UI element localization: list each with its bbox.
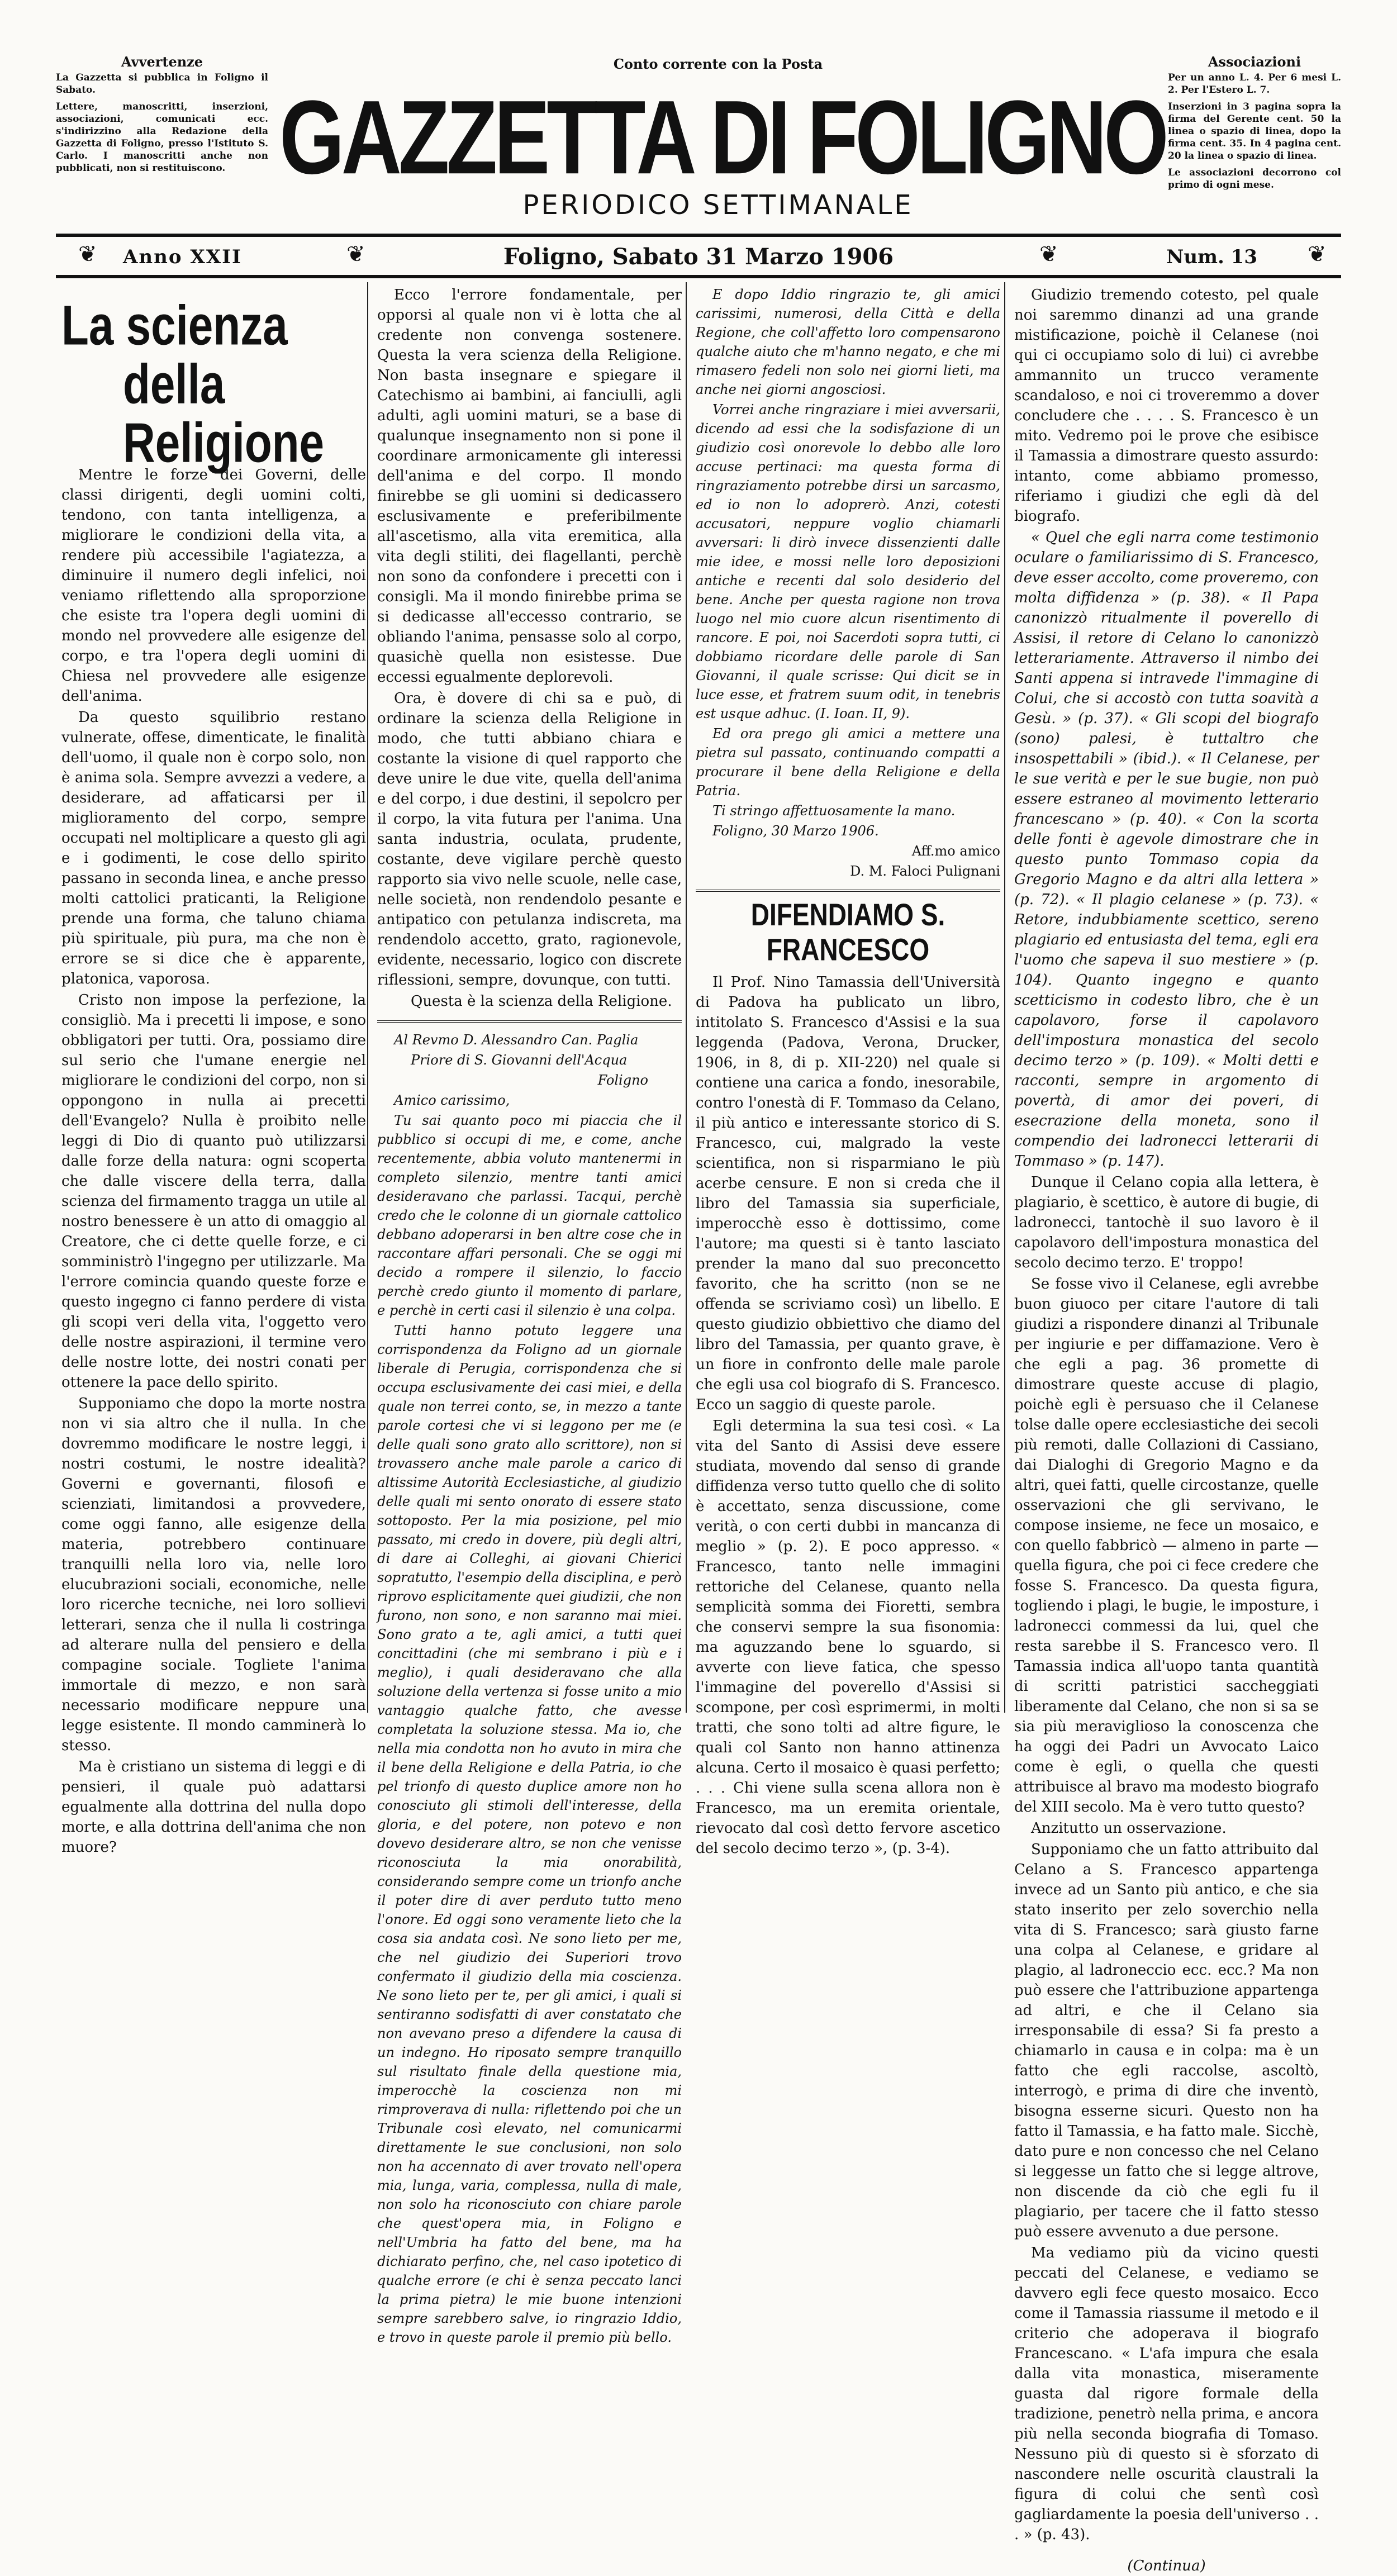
letter-paragraph: Vorrei anche ringraziare i miei avversarii, dicendo ad essi che la sodisfazione di un giudizio così onorevole lo debbo alle loro accuse pertinaci: ma questa forma di ringraziamento potrebbe dirsi un sarcasmo, ed io non lo adoprerò. Anzi, cotesti accusatori, neppure voglio chiamarli avversari: li dirò invece dissenzienti dalle mie idee, e mossi nelle loro deposizioni antiche e recenti dal solo desiderio del bene. Anche per questa ragione non trova luogo nel mio cuore alcun risentimento di rancore. E poi, noi Sacerdoti sopra tutti, ci dobbiamo ricordare delle parole di San Giovanni, il quale scrisse: Qui dicit se in luce esse, et fratrem suum odit, in tenebris est usque adhuc. (I. Ioan. II, 9).	[696, 402, 1000, 721]
article-paragraph: Anzitutto un osservazione.	[1031, 1820, 1227, 1837]
masthead	[56, 56, 1341, 229]
subscriptions-text: Per un anno L. 4. Per 6 mesi L. 2. Per l'Estero L. 7.	[1168, 72, 1341, 96]
article-paragraph: Dunque il Celano copia alla lettera, è plagiario, è scettico, è autore di bugie, di ladronecci, tantochè il suo lavoro è il capolavoro dell'impostura monastica del secolo decimo terzo. E' troppo!	[1014, 1174, 1319, 1271]
headline-line-2: della Religione	[123, 353, 325, 474]
newspaper-subtitle: PERIODICO SETTIMANALE	[522, 189, 914, 221]
letter-paragraph: Tu sai quanto poco mi piaccia che il pubblico si occupi di me, e come, anche recentemente, abbia voluto mantenermi in completo silenzio, mentre tanti amici desideravano che parlassi. Tacqui, perchè credo che le colonne di un giornale cattolico debbano adoperarsi in ben altre cose che in raccontare affari personali. Che se oggi mi decido a rompere il silenzio, lo faccio perchè credo giunto il momento di parlare, e perchè in certi casi il silenzio è una colpa.	[377, 1113, 682, 1318]
letter-paragraph: E dopo Iddio ringrazio te, gli amici carissimi, numerosi, della Città e della Regione, che coll'affetto loro compensarono qualche aiuto che m'hanno negato, e che mi rimasero fedeli non solo nei giorni lieti, ma anche nei giorni angosciosi.	[696, 287, 1000, 397]
year-label: Anno XXII	[123, 246, 242, 268]
postal-note: Conto corrente con la Posta	[613, 56, 823, 72]
fleuron-icon: ❦	[1308, 241, 1327, 267]
column-2	[377, 285, 682, 2345]
headline-line-1: La scienza	[61, 294, 288, 357]
subscriptions-text: Le associazioni decorrono col primo di ogni mese.	[1168, 167, 1341, 191]
article-paragraph: Ma vediamo più da vicino questi peccati del Celanese, e vediamo se davvero egli fece questo mosaico. Ecco come il Tamassia riassume il metodo e il criterio che adoperava il biografo Francescano. « L'afa impura che esala dalla vita monastica, miseramente guasta dal rigore formale della tradizione, penetrò nella prima, e ancora più nella seconda biografia di Tomaso. Nessuno più di questo si è sforzato di nascondere nelle oscurità claustrali la figura di colui che sentì così gagliardamente la poesia dell'universo . . . » (p. 43).	[1014, 2245, 1319, 2543]
letter-paragraph: Tutti hanno potuto leggere una corrispondenza da Foligno ad un giornale liberale di Perugia, corrispondenza che si occupa esclusivamente dei casi miei, e della quale non terrei conto, se, in mezzo a tante parole cortesi che vi si leggono per me (e delle quali sono grato allo scrittore), non si trovassero anche male parole a carico di altissime Autorità Ecclesiastiche, al giudizio delle quali mi sento onorato di essere stato sottoposto. Per la mia posizione, pel mio passato, mi credo in dovere, più degli altri, di dare ai Colleghi, ai giovani Chierici sopratutto, l'esempio della disciplina, e però riprovo esplicitamente quei giudizii, che non furono, non sono, e non saranno mai miei. Sono grato a te, agli amici, a tutti quei concittadini (che mi sembrano i più e i meglio), i quali desideravano che alla soluzione della vertenza si fosse unito a mio vantaggio qualche fatto, che avesse completata la soluzione stessa. Ma io, che nella mia condotta non ho avuto in mira che il bene della Religione e della Patria, io che pel trionfo di questo duplice amore non ho conosciuto gli stimoli dell'interesse, della gloria, e del potere, non potevo e non dovevo desiderare altro, se non che venisse riconosciuta la mia onorabilità, considerando sempre come un trionfo anche il poter dire di aver perduto tutto meno l'onore. Ed oggi sono veramente lieto che la cosa sia andata così. Ne sono lieto per me, che nel giudizio dei Superiori trovo confermato il giudizio della mia coscienza. Ne sono lieto per te, per gli amici, i quali si sentiranno sodisfatti di aver constatato che non avevano preso a difendere la causa di un indegno. Ho riposato sempre tranquillo sul risultato finale della questione mia, imperocchè la coscienza non mi rimproverava di nulla: riflettendo poi che un Tribunale così elevato, nel comunicarmi direttamente le sue conclusioni, non solo non ha accennato di aver trovato nell'opera mia, lunga, varia, complessa, nulla di male, non solo ha riconosciuto con chiare parole che quest'opera mia, in Foligno e nell'Umbria ha fatto del bene, ma ha dichiarato perfino, che, nel caso ipotetico di qualche errore (e chi è senza peccato lanci la prima pietra) le mie buone intenzioni sempre sarebbero salve, io ringrazio Iddio, e trovo in queste parole il premio più bello.	[377, 1323, 682, 2345]
notices-text: Lettere, manoscritti, inserzioni, associazioni, comunicati ecc. s'indirizzino alla Redazione della Gazzetta di Foligno, presso l'Istituto S. Carlo. I manoscritti anche non pubblicati, non si restituiscono.	[56, 101, 268, 174]
letter-salutation: Amico carissimo,	[394, 1092, 510, 1108]
article-paragraph: « Quel che egli narra come testimonio oculare o familiarissimo di S. Francesco, deve esser accolto, come proveremo, con molta diffidenza » (p. 38). « Il Papa canonizzò ritualmente il poverello di Assisi, il retore di Celano lo canonizzò letterariamente. Attraverso il nimbo dei Santi appena si intravede l'immagine di Colui, che si accostò con tutta soavità a Gesù. » (p. 37). « Gli scopi del biografo (sono) palesi, è tuttaltro che insospettabili » (ibid.). « Il Celanese, per le sue verità e per le sue bugie, non può essere estraneo al movimento letterario francescano » (p. 40). « Con la scorta delle fonti è agevole dimostrare che in questo punto Tommaso copia da Gregorio Magno e da altri alla lettera » (p. 72). « Il plagio celanese » (p. 73). « Retore, indubbiamente scettico, sereno plagiario ed entusiasta del tema, egli era l'uomo che sapeva il suo mestiere » (p. 104). Quanto ingegno e quanto scetticismo in codesto libro, che è un capolavoro, forse il capolavoro dell'impostura monastica del secolo decimo terzo » (p. 109). « Molti detti e racconti, sempre in argomento di povertà, di amor dei poveri, di esecrazione della moneta, sono il compendio dei ladronecci letterarii di Tommaso » (p. 147).	[1014, 529, 1319, 1170]
divider	[56, 234, 1341, 237]
subscriptions-heading: Associazioni	[1208, 54, 1301, 70]
article-paragraph: Mentre le forze dei Governi, delle classi dirigenti, degli uomini colti, tendono, con tanta intelligenza, a migliorare le condizioni della vita, a rendere più accessibile l'agiatezza, a diminuire il numero degli infelici, noi veniamo riflettendo alla sproporzione che esiste tra l'opera degli uomini di mondo nel provvedere alle esigenze del corpo, e tra l'opera degli uomini di Chiesa nel provvedere alle esigenze dell'anima.	[61, 467, 366, 705]
letter-paragraph: Ti stringo affettuosamente la mano.	[712, 803, 956, 819]
issue-date: Foligno, Sabato 31 Marzo 1906	[503, 244, 894, 270]
letter-address: Priore di S. Giovanni dell'Acqua	[411, 1052, 628, 1068]
article-paragraph: Cristo non impose la perfezione, la consigliò. Ma i precetti li impose, e sono obbligatori per tutti. Ora, possiamo dire sul serio che l'umane energie nel migliorare le condizioni del corpo, non si oppongono in nulla ai precetti dell'Evangelo? Nulla è proibito nelle leggi di Dio di quanto può utilizzarsi dalle forze della natura: ogni scoperta che dalle viscere della terra, dalla scienza del firmamento tragga un utile al nostro benessere è un atto di omaggio al Creatore, che ci dette quelle forze, e ci somministrò l'ingegno per utilizzarle. Ma l'errore comincia quando queste forze e questo ingegno ci fanno perdere di vista gli scopi veri della vita, l'oggetto vero delle nostre aspirazioni, il termine vero delle nostre lotte, dei nostri conati per ottenere la pace dello spirito.	[61, 992, 366, 1391]
article-paragraph: Ma è cristiano un sistema di leggi e di pensieri, il quale può adattarsi egualmente alla dottrina del nulla dopo morte, e alla dottrina dell'anima che non muore?	[61, 1758, 366, 1856]
notices-text: La Gazzetta si pubblica in Foligno il Sabato.	[56, 72, 268, 96]
column-1	[61, 285, 366, 1859]
dateline	[56, 240, 1341, 274]
fleuron-icon: ❦	[1039, 241, 1058, 267]
article-paragraph: Egli determina la sua tesi così. « La vita del Santo di Assisi deve essere studiata, movendo dal senso di grande diffidenza verso tutto quello che di solito è accettato, senza discussione, come verità, o con certi dubbi in mancanza di meglio » (p. 2). E poco appresso. « Francesco, tanto nelle immagini rettoriche del Celanese, quanto nella semplicità somma dei Fioretti, sembra che conservi sempre la sua fisonomia: ma aguzzando bene lo sguardo, si avverte con lieve fatica, che spesso l'immagine del poverello d'Assisi si scompone, per così esprimermi, in molti tratti, che sono tolti ad altre figure, le quali col Santo non hanno attinenza alcuna. Certo il mosaico è quasi perfetto; . . . Chi viene sulla scena allora non è Francesco, ma un eremita orientale, rievocato dal così detto fervore ascetico del secolo decimo terzo », (p. 3-4).	[696, 1418, 1000, 1857]
article-paragraph: Questa è la scienza della Religione.	[411, 993, 672, 1010]
fleuron-icon: ❦	[78, 241, 97, 267]
letter-address: Al Revmo D. Alessandro Can. Paglia	[394, 1032, 639, 1048]
article-paragraph: Giudizio tremendo cotesto, pel quale noi saremmo dinanzi ad una grande mistificazione, poichè il Celanese (noi qui ci occupiamo solo di lui) ci avrebbe ammannito un trucco veramente scandaloso, e noi ci troveremmo a dover concludere che . . . . S. Francesco è un mito. Vedremo poi le prove che esibisce il Tamassia a dimostrare questo assurdo: intanto, come abbiamo promesso, riferiamo i giudizi che egli dà del biografo.	[1014, 287, 1319, 525]
article-paragraph: Il Prof. Nino Tamassia dell'Università di Padova ha publicato un libro, intitolato S. Francesco d'Assisi e la sua leggenda (Padova, Verona, Drucker, 1906, in 8, di p. XII-220) nel quale si contiene una carica a fondo, inesorabile, contro l'onestà di F. Tommaso da Celano, il più antico e interessante storico di S. Francesco, cui, malgrado la veste scientifica, non si risparmiano le più acerbe censure. E non si creda che il libro del Tamassia sia superficiale, imperocchè esso è dottissimo, come l'autore; ma questi si è tanto lasciato prender la mano dal suo preconcetto favorito, che ha scritto (non se ne offenda se scriviamo così) un libello. E questo giudizio obbiettivo che diamo del libro del Tamassia, per quanto grave, è un fiore in confronto delle male parole che egli usa col biografo di S. Francesco. Ecco un saggio di queste parole.	[696, 974, 1000, 1413]
issue-number: Num. 13	[1166, 246, 1257, 268]
article-paragraph: Se fosse vivo il Celanese, egli avrebbe buon giuoco per citare l'autore di tali giudizi a rispondere dinanzi al Tribunale per ingiurie e per diffamazione. Vero è che egli a pag. 36 promette di dimostrare queste accuse di plagio, poichè egli è persuaso che il Celanese tolse dalle opere ecclesiastiche dei secoli più remoti, dalle Collazioni di Cassiano, dai Dialoghi di Gregorio Magno e da altri, quei fatti, quelle circostanze, quelle osservazioni che gli servivano, le compose insieme, ne fece un mosaico, e con quello fabbricò — almeno in parte — quella figura, che poi ci fece credere che fosse S. Francesco. Da questa figura, togliendo i plagi, le bugie, le imposture, i ladronecci commessi da lui, quel che resta sarebbe il S. Francesco vero. Il Tamassia indica all'uopo tanta quantità di scritti patristici saccheggiati liberamente dal Celano, che non si sa se sia più meraviglioso la conoscenza che ha oggi dei Padri un Avvocato Laico come è egli, o quella che questi attribuisce al bravo ma modesto biografo del XIII secolo. Ma è vero tutto questo?	[1014, 1276, 1319, 1815]
column-rule	[686, 282, 687, 1713]
column-rule	[367, 282, 368, 1713]
open-letter-continued	[696, 285, 1000, 881]
open-letter	[377, 1020, 682, 2345]
title-block	[279, 56, 1166, 221]
column-3	[696, 285, 1000, 1857]
letter-address: Foligno	[597, 1072, 648, 1088]
article-paragraph: Ecco l'errore fondamentale, per opporsi al quale non vi è lotta che al credente non convenga sostenere. Questa la vera scienza della Religione. Non basta insegnare e spiegare il Catechismo ai bambini, ai fanciulli, agli adulti, agli uomini maturi, se a base di qualunque insegnamento non si pone il coordinare armonicamente gli interessi dell'anima e del corpo. Il mondo finirebbe se gli uomini si dedicassero esclusivamente e preferibilmente all'ascetismo, alla vita eremitica, alla vita degli stiliti, dei flagellanti, perchè non sono da confondere i precetti con i consigli. Ma il mondo finirebbe prima se si dedicasse all'eccesso contrario, se obliando l'anima, pensasse solo al corpo, quasichè quella non esistesse. Due eccessi egualmente deplorevoli.	[377, 287, 682, 686]
article-francesco	[696, 890, 1000, 1857]
column-4	[1014, 285, 1319, 2576]
letter-closing: Aff.mo amico	[911, 843, 1000, 859]
subscriptions-box	[1168, 56, 1341, 196]
letter-place-date: Foligno, 30 Marzo 1906.	[712, 823, 879, 839]
notices-heading: Avvertenze	[121, 54, 203, 70]
letter-paragraph: Ed ora prego gli amici a mettere una pietra sul passato, continuando compatti a procurare il bene della Religione e della Patria.	[696, 726, 1000, 799]
article-paragraph: Ora, è dovere di chi sa e può, di ordinare la scienza della Religione in modo, che tutti abbiano chiara e costante la visione di quel rapporto che deve unire le due vite, quella dell'anima e del corpo, i due destini, il sepolcro per il corpo, la vita futura per l'anima. Una santa industria, oculata, prudente, costante, deve vigilare perchè questo rapporto sia vivo nelle scuole, nelle case, nelle società, non rendendolo pesante e antipatico con petulanza indiscreta, ma rendendolo accetto, grato, ragionevole, evidente, necessario, logico con discrete riflessioni, sempre, dovunque, con tutti.	[377, 690, 682, 988]
subscriptions-text: Inserzioni in 3 pagina sopra la firma del Gerente cent. 50 la linea o spazio di linea, dopo la firma cent. 35. In 4 pagina cent. 20 la linea o spazio di linea.	[1168, 101, 1341, 161]
fleuron-icon: ❦	[346, 241, 365, 267]
newspaper-title: GAZZETTA DI FOLIGNO	[279, 78, 1166, 196]
article-paragraph: Da questo squilibrio restano vulnerate, offese, dimenticate, le finalità dell'uomo, il quale non è corpo solo, non è anima sola. Sempre avvezzi a vedere, a desiderare, ad affaticarsi per il miglioramento del corpo, sempre occupati nel moltiplicare a questo gli agi e i godimenti, le cose dello spirito passano in seconda linea, e anche presso molti cattolici praticanti, la Religione prende una forma, che taluno chiama più spirituale, più pura, ma che non è errore se si dice che è apparente, platonica, vaporosa.	[61, 709, 366, 987]
column-rule	[1004, 282, 1005, 1713]
article-headline	[61, 296, 366, 472]
divider	[56, 275, 1341, 278]
article-paragraph: Supponiamo che dopo la morte nostra non vi sia altro che il nulla. In che dovremmo modificare le nostre leggi, i nostri costumi, le nostre idealità? Governi e governanti, filosofi e scienziati, limitandosi a provvedere, come oggi fanno, alle esigenze della materia, potrebbero continuare tranquilli nella loro via, nelle loro elucubrazioni sociali, economiche, nelle loro ricerche tecniche, nei loro sollievi letterari, senza che il nulla li costringa ad alterare nulla del pensiero e della compagine sociale. Togliete l'anima immortale di mezzo, e non sarà necessario modificare neppure una legge esistente. Il mondo camminerà lo stesso.	[61, 1395, 366, 1754]
article-paragraph: Supponiamo che un fatto attribuito dal Celano a S. Francesco appartenga invece ad un Santo più antico, e che sia stato inserito per zelo soverchio nella vita di S. Francesco; sarà giusto farne una colpa al Celanese, e gridare al plagio, al ladroneccio ecc. ecc.? Ma non può essere che l'attribuzione appartenga ad altri, e che il Celano sia irresponsabile di essa? Si fa presto a chiamarlo in causa e in colpa: ma è un fatto che egli raccolse, ascoltò, interrogò, e prima di dire che inventò, bisogna esserne sicuri. Questo non ha fatto il Tamassia, e ha fatto male. Sicchè, dato pure e non concesso che nel Celano si leggesse un fatto che si legge altrove, non discende da ciò che egli fu il plagiario, per tacere che il fatto stesso può essere avvenuto a due persone.	[1014, 1841, 1319, 2240]
letter-signature: D. M. Faloci Pulignani	[850, 863, 1000, 879]
article-headline: DIFENDIAMO S. FRANCESCO	[750, 897, 945, 967]
continued-note: (Continua)	[1127, 2558, 1206, 2574]
notices-box	[56, 56, 268, 179]
